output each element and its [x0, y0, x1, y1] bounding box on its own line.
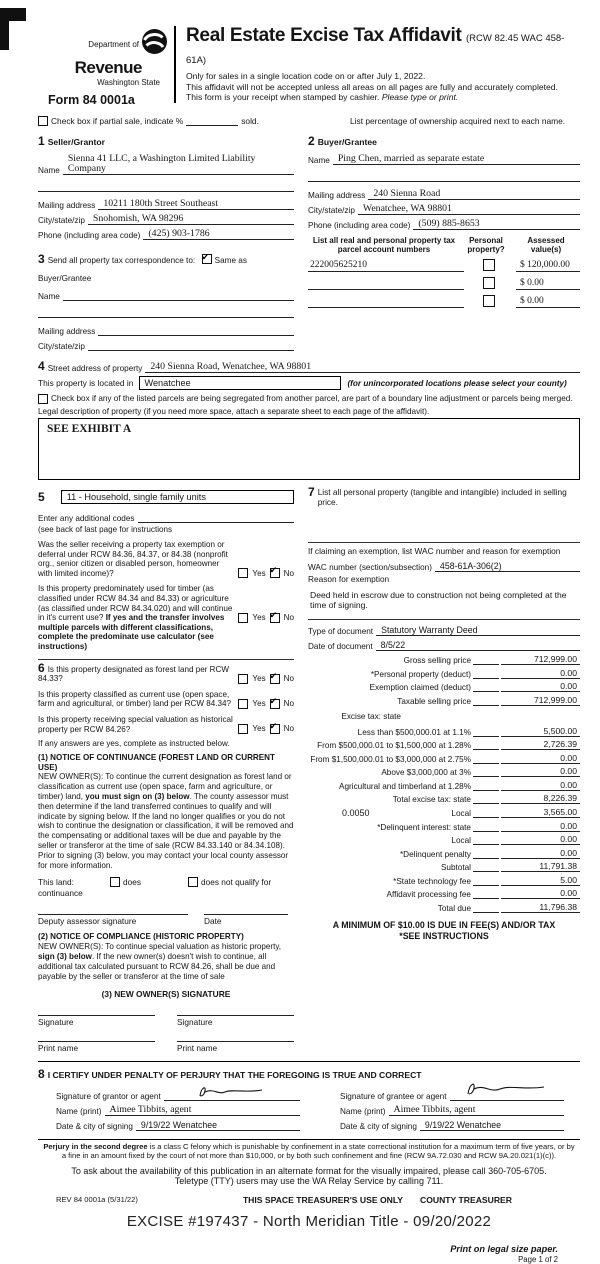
- tax-row-excise-header: Excise tax: state: [341, 712, 401, 722]
- grantee-signature-label: Signature of grantee or agent: [340, 1092, 447, 1102]
- personal-property-checkbox[interactable]: [483, 277, 495, 289]
- current-use-question: Is this property classified as current use (open space, farm and agricultural, or timber) land per RCW 84.34?: [38, 689, 231, 709]
- legal-description-label: Legal description of property (if you need more space, attach a separate sheet to each page of the affidavit).: [38, 407, 430, 416]
- grantor-date-label: Date & city of signing: [56, 1122, 133, 1132]
- header-note-1: Only for sales in a single location code on or after July 1, 2022.: [186, 71, 426, 81]
- form-header: [38, 24, 580, 107]
- parcel-row: [308, 259, 580, 272]
- located-in-input[interactable]: Wenatchee: [139, 376, 341, 390]
- new-owner-signature-line[interactable]: Signature: [38, 1015, 155, 1027]
- section-4-number: 4: [38, 359, 45, 373]
- personal-property-checkbox[interactable]: [483, 295, 495, 307]
- parcel-number-field[interactable]: [308, 278, 464, 290]
- grantor-name-label: Name (print): [56, 1107, 102, 1117]
- notice-continuance-paragraph: NEW OWNER(S): To continue the current designation as forest land or classification as current use (open space, farm and agriculture, or timber) land, you must sign on (3) below. The county assessor must then determine if the land transferred continues to qualify and will indicate by signing below. If the land no longer qualifies or you do not wish to continue the designation or classification, it will be removed and the compensating or additional taxes will be due and payable by the seller or transferor at the time of sale (RCW 84.33.140 or 84.34.108). Prior to signing (3) below, you may contact your local county assessor for more information.: [38, 772, 294, 870]
- timber-agriculture-question: Is this property predominately used for timber (as classified under RCW 84.34 and 84.33) or agriculture (as classified under RCW 84.34.020) and will continue in it's current use? If yes and the transfer involves multiple parcels with different classifications, complete the predominate use calculator (see instructions): [38, 584, 233, 651]
- perjury-notice: Perjury in the second degree is a class C felony which is punishable by confinement in a state correctional institution for a maximum term of five years, or by a fine in an amount fixed by the court of not more than $10,000, or by both such confinement and fine (RCW 9A.72.030 and RCW 9A.20.021(1)(c)).: [43, 1142, 575, 1161]
- form-number: Form 84 0001a: [48, 93, 135, 107]
- buyer-phone-label: Phone (including area code): [308, 221, 411, 230]
- tax-row-delinquent-interest-local: Local 0.00: [308, 835, 580, 845]
- buyer-city-label: City/state/zip: [308, 206, 355, 215]
- header-note-3: This form is your receipt when stamped by cashier. Please type or print.: [186, 92, 459, 103]
- tax-row-total-due: Total due 11,796.38: [308, 903, 580, 913]
- parcel-number-field[interactable]: 222005625210: [308, 260, 464, 272]
- seller-name-extra-line[interactable]: [38, 179, 294, 192]
- rev-form-code: REV 84 0001a (5/31/22): [56, 1195, 138, 1205]
- q2-no-checkbox[interactable]: [270, 613, 280, 623]
- deputy-assessor-signature-line[interactable]: Deputy assessor signature: [38, 914, 188, 926]
- grantor-signature-mark: [192, 1083, 272, 1100]
- corr-city-field[interactable]: [88, 350, 294, 351]
- tax-row-taxable: Taxable selling price 712,999.00: [308, 695, 580, 705]
- legal-description-box[interactable]: SEE EXHIBIT A: [38, 418, 580, 480]
- seller-name-label: Name: [38, 166, 60, 175]
- washington-state-label: Washington State: [97, 78, 160, 87]
- grantor-date-field[interactable]: 9/19/22 Wenatchee: [136, 1120, 300, 1131]
- seller-mailing-field[interactable]: 10211 180th Street Southeast: [98, 199, 294, 210]
- footer-divider: [38, 1139, 580, 1140]
- does-checkbox[interactable]: [110, 877, 120, 887]
- grantee-date-label: Date & city of signing: [340, 1122, 417, 1132]
- revenue-wordmark: Revenue: [74, 58, 142, 77]
- corner-scan-mark: [0, 6, 26, 50]
- date-of-document-field[interactable]: 8/5/22: [376, 640, 580, 651]
- q6b-no-checkbox[interactable]: [270, 699, 280, 709]
- parcel-row: [308, 295, 580, 308]
- grantor-name-field[interactable]: Aimee Tibbits, agent: [105, 1105, 301, 1116]
- q1-yes-checkbox[interactable]: [238, 568, 248, 578]
- section-8-header: 8 I CERTIFY UNDER PENALTY OF PERJURY THAT THE FOREGOING IS TRUE AND CORRECT: [38, 1067, 422, 1082]
- land-use-code-box[interactable]: 11 - Household, single family units: [61, 490, 294, 504]
- grantor-signature-label: Signature of grantor or agent: [56, 1092, 161, 1102]
- revenue-swirl-logo-icon: [141, 28, 168, 60]
- notice-compliance-heading: (2) NOTICE OF COMPLIANCE (HISTORIC PROPERTY): [38, 932, 244, 942]
- q6a-yes-checkbox[interactable]: [238, 674, 248, 684]
- buyer-mailing-label: Mailing address: [308, 191, 366, 200]
- partial-sale-percent-field[interactable]: [186, 125, 238, 126]
- alternate-format-notice: To ask about the availability of this publication in an alternate format for the visually impaired, please call 360-705-6705. Teletype (TTY) users may use the WA Relay Service by calling 711.: [71, 1166, 547, 1187]
- local-rate-value: 0.0050: [342, 807, 370, 818]
- buyer-phone-field[interactable]: (509) 885-8653: [413, 219, 580, 230]
- new-owner-signature-line[interactable]: Signature: [177, 1015, 294, 1027]
- tax-computation-table: [308, 655, 580, 913]
- excise-stamp: EXCISE #197437 - North Meridian Title - 09/20/2022: [126, 1213, 492, 1231]
- q6c-no-checkbox[interactable]: [270, 724, 280, 734]
- tax-row-local: 0.0050 Local 3,565.00: [308, 808, 580, 818]
- seller-phone-label: Phone (including area code): [38, 231, 141, 240]
- type-of-document-field[interactable]: Statutory Warranty Deed: [376, 625, 580, 636]
- street-address-field[interactable]: 240 Sienna Road, Wenatchee, WA 98801: [145, 362, 580, 373]
- q6c-yes-checkbox[interactable]: [238, 724, 248, 734]
- section-1-header: 1 Seller/Grantor: [38, 134, 105, 148]
- buyer-city-field[interactable]: Wenatchee, WA 98801: [358, 204, 580, 215]
- assessed-value-field[interactable]: $ 0.00: [516, 296, 580, 308]
- corr-name-label: Name: [38, 292, 60, 301]
- reet-affidavit-page: Department of Revenue Washington State Form 84 0001a Real Estate Excise Tax Affidavit (RCW 82.45 WAC 458-61A) Only for sales in a single location code on or after July 1, 2022. This affidavit will not be accepted unless all areas on all pages are fully and accurately completed. This form is your receipt when stamped by cashier. Please type or print. Check box if partial sale, indicate % sold. List percentage of ownership acquired next to each name. 1 Seller/Grantor Name Sienna 41 LLC, a Washington Limited Liability Company Mailing address 10211 180th Street Southeast City/state/zip Snohomish, WA 98296 Phone (including area code) (425) 903-1786 3 Send all property tax correspondence to: ✔ Same as Buyer/Grantee Name Mailing address City/state/zip 2 Buyer/Grantee Name Ping Chen, married as separate estate Mailing address 240 Sienna Road City/state/zip Wenatchee, WA 98801 Phone (including area code) (509) 885-8653 List all real and personal property tax parcel account numbers Personal property? Assessed value(s) 222005625210 $ 120,000.00 $ 0.00 $ 0.00 4 Street address of property 240 Sienna Road, Wenatchee, WA 98801 This property is located in Wenatchee (for unincorporated locations please select your county) Check box if any of the listed parcels are being segregated from another parcel, are part of a boundary line adjustment or parcels being merged. Legal description of property (if you need more space, attach a separate sheet to each page of the affidavit). SEE EXHIBIT A 5 11 - Household, single family units Enter any additional codes (see back of last page for instructions Was the seller receiving a property tax exemption or deferral under RCW 84.36, 84.37, or 84.38 (nonprofit org., senior citizen or disabled person, homeowner with limited income)? Yes ✔ No Is this property predominately used for timber (as classified under RCW 84.34 and 84.33) or agriculture (as classified under RCW 84.34.020) and will continue in it's current use? If yes and the transfer involves multiple parcels with different classifications, complete the predominate use calculator (see instructions) Yes ✔ No 6 Is this property designated as forest land per RCW 84.33? Yes ✔ No Is this property classified as current use (open space, farm and agricultural, or timber) land per RCW 84.34? Yes ✔ No Is this property receiving special valuation as historical property per RCW 84.26? Yes ✔ No If any answers are yes, complete as instructed below. (1) NOTICE OF CONTINUANCE (FOREST LAND OR CURRENT USE) NEW OWNER(S): To continue the current designation as forest land or classification as current use (open space, farm and agriculture, or timber) land, you must sign on (3) below. The county assessor must then determine if the land transferred continues to qualify and will indicate by signing below. If the land no longer qualifies or you do not wish to continue the designation or classification, it will be removed and the compensating or additional taxes will be due and payable by the seller or transferor at the time of sale (RCW 84.33.140 or 84.34.108). Prior to signing (3) below, you may contact your local county assessor for more information. This land: does does not qualify for continuance Deputy assessor signature Date (2) NOTICE OF COMPLIANCE (HISTORIC PROPERTY) NEW OWNER(S): To continue special valuation as historic property, sign (3) below. If the new owner(s) doesn't wish to continue, all additional tax calculated pursuant to RCW 84.26, shall be due and payable by the seller or transferor at the time of sale (3) NEW OWNER(S) SIGNATURE Signature Signature Print name Print name 7 List all personal property (tangible and intangible) included in selling price. If claiming an exemption, list WAC number and reason for exemption WAC number (section/subsection) 458-61A-306(2) Reason for exemption Deed held in escrow due to construction not being completed at the time of signing. Type of document Statutory Warranty Deed Date of document 8/5/22 Gross selling price 712,999.00 *Personal property (deduct) 0.00 Exemption claimed (deduct) 0.00 Taxable selling price 712,999.00 Excise tax: state Less than $500,000.01 at 1.1% 5,500.00 From $500,000.01 to $1,500,000 at 1.28% 2,726.39 From $1,500,000.01 to $3,000,000 at 2.75% 0.00 Above $3,000,000 at 3% 0.00 Agricultural and timberland at 1.28% 0.00 Total excise tax: state 8,226.39 0.0050 Local 3,565.00 *Delinquent interest: state 0.00 Local 0.00 *Delinquent penalty 0.00 Subtotal 11,791.38 *State technology fee 5.00 Affidavit processing fee 0.00 Total due 11,796.38 A MINIMUM OF $10.00 IS DUE IN FEE(S) AND/OR TAX *SEE INSTRUCTIONS 8 I CERTIFY UNDER PENALTY OF PERJURY THAT THE FOREGOING IS TRUE AND CORRECT Signature of grantor or agent Name (print) Aimee Tibbits, agent Date & city of signing 9/19/22 Wenatchee Signature of grantee or agent Name (print) Aimee Tibbits, agent Date & city of signing 9/19/22 Wenatchee Perjury in the second degree is a class C felony which is punishable by confinement in a state correctional institution for a maximum term of five years, or by a fine in an amount fixed by the court of not more than $10,000, or by both such confinement and fine (RCW 9A.72.030 and RCW 9A.20.021(1)(c)). To ask about the availability of this publication in an alternate format for the visually impaired, please call 360-705-6705. Teletype (TTY) users may use the WA Relay Service by calling 711. REV 84 0001a (5/31/22) THIS SPACE TREASURER'S USE ONLY COUNTY TREASURER EXCISE #197437 - North Meridian Title - 09/20/2022 Print on legal size paper. Page 1 of 2: [0, 0, 600, 988]
- see-back-note: (see back of last page for instructions: [38, 525, 173, 534]
- tax-row-tier3: From $1,500,000.01 to $3,000,000 at 2.75% 0.00: [308, 753, 580, 763]
- grantee-signature-mark: [460, 1079, 550, 1098]
- buyer-name-label: Name: [308, 156, 330, 165]
- page-number: Page 1 of 2: [518, 1255, 558, 1264]
- treasurer-use-only-label: THIS SPACE TREASURER'S USE ONLY: [242, 1195, 404, 1206]
- corr-city-label: City/state/zip: [38, 342, 85, 351]
- tax-row-delinquent-penalty: *Delinquent penalty 0.00: [308, 848, 580, 858]
- reason-for-exemption-label: Reason for exemption: [308, 573, 390, 584]
- tax-row-processing-fee: Affidavit processing fee 0.00: [308, 889, 580, 899]
- partial-sale-checkbox[interactable]: [38, 116, 48, 126]
- new-owner-signature-heading: (3) NEW OWNER(S) SIGNATURE: [101, 989, 231, 1000]
- segregated-label: Check box if any of the listed parcels are being segregated from another parcel, are part of a boundary line adjustment or parcels being merged.: [51, 394, 573, 403]
- deputy-date-line[interactable]: Date: [204, 914, 288, 926]
- street-address-label: Street address of property: [47, 364, 143, 373]
- tax-row-tier4: Above $3,000,000 at 3% 0.00: [308, 767, 580, 777]
- rcw-reference: (RCW 82.45 WAC 458-61A): [186, 33, 565, 66]
- exemption-note: If claiming an exemption, list WAC number and reason for exemption: [308, 542, 580, 556]
- buyer-name-extra-line[interactable]: [308, 169, 580, 182]
- q1-no-checkbox[interactable]: [270, 568, 280, 578]
- tax-row-delinquent-interest-state: *Delinquent interest: state 0.00: [308, 821, 580, 831]
- buyer-mailing-field[interactable]: 240 Sienna Road: [368, 189, 580, 200]
- tax-row-tech-fee: *State technology fee 5.00: [308, 875, 580, 885]
- continuance-label: continuance: [38, 888, 83, 899]
- buyer-name-field[interactable]: Ping Chen, married as separate estate: [333, 154, 580, 165]
- grantor-signature-field[interactable]: [164, 1087, 300, 1101]
- segregated-checkbox[interactable]: [38, 394, 48, 404]
- new-owner-printname-line[interactable]: Print name: [177, 1041, 294, 1053]
- parcel-number-field[interactable]: [308, 296, 464, 308]
- header-divider: [174, 26, 176, 103]
- section-5-number: 5: [38, 490, 45, 504]
- seller-city-field[interactable]: Snohomish, WA 98296: [88, 214, 294, 225]
- seller-name-field[interactable]: Sienna 41 LLC, a Washington Limited Liability Company: [63, 154, 294, 175]
- assessed-value-field[interactable]: $ 0.00: [516, 278, 580, 290]
- header-note-2: This affidavit will not be accepted unless all areas on all pages are fully and accurately completed.: [186, 81, 558, 92]
- same-as-buyer-checkbox[interactable]: [202, 254, 212, 264]
- forest-land-question: 6 Is this property designated as forest land per RCW 84.33?: [38, 660, 229, 684]
- print-legal-size-note: Print on legal size paper.: [450, 1244, 558, 1255]
- tax-row-gross: Gross selling price 712,999.00: [308, 655, 580, 665]
- seller-mailing-label: Mailing address: [38, 201, 96, 210]
- new-owner-printname-line[interactable]: Print name: [38, 1041, 155, 1053]
- dor-logo-block: [38, 24, 170, 107]
- tax-row-subtotal: Subtotal 11,791.38: [308, 862, 580, 872]
- seller-city-label: City/state/zip: [38, 216, 85, 225]
- same-as-buyer-label: Same as Buyer/Grantee: [38, 256, 247, 283]
- corr-extra-line[interactable]: [38, 305, 294, 318]
- notice-compliance-paragraph: NEW OWNER(S): To continue special valuation as historic property, sign (3) below. If the new owner(s) doesn't wish to continue, all additional tax calculated pursuant to RCW 84.26, shall be due and payable by the seller or transferor at the time of sale: [38, 942, 282, 981]
- tax-row-personal: *Personal property (deduct) 0.00: [308, 668, 580, 678]
- q6b-yes-checkbox[interactable]: [238, 699, 248, 709]
- tax-row-tier2: From $500,000.01 to $1,500,000 at 1.28% 2,726.39: [308, 740, 580, 750]
- historic-property-question: Is this property receiving special valuation as historical property per RCW 84.26?: [38, 714, 233, 734]
- exemption-deferral-question: Was the seller receiving a property tax exemption or deferral under RCW 84.36, 84.37, or 84.38 (nonprofit org., senior citizen or disabled person, homeowner with limited income)?: [38, 540, 228, 578]
- minimum-due-note: A MINIMUM OF $10.00 IS DUE IN FEE(S) AND/OR TAX *SEE INSTRUCTIONS: [332, 920, 556, 942]
- this-land-label: This land:: [38, 877, 74, 888]
- section-3-header: 3 Send all property tax correspondence to: ✔ Same as Buyer/Grantee: [38, 250, 294, 286]
- assessed-value-field[interactable]: $ 120,000.00: [516, 260, 580, 272]
- located-in-label: This property is located in: [38, 378, 134, 388]
- parcel-row: [308, 277, 580, 290]
- tax-row-exemption: Exemption claimed (deduct) 0.00: [308, 682, 580, 692]
- q2-yes-checkbox[interactable]: [238, 613, 248, 623]
- grantee-date-field[interactable]: 9/19/22 Wenatchee: [420, 1120, 564, 1131]
- unincorporated-note: (for unincorporated locations please select your county): [347, 378, 567, 388]
- partial-sale-label-post: sold.: [241, 116, 259, 126]
- ownership-note: List percentage of ownership acquired next to each name.: [350, 116, 566, 126]
- complete-below-note: If any answers are yes, complete as instructed below.: [38, 739, 230, 749]
- grantee-signature-field[interactable]: [450, 1087, 564, 1101]
- tax-row-total-state: Total excise tax: state 8,226.39: [308, 794, 580, 804]
- additional-codes-field[interactable]: [138, 522, 295, 523]
- reason-for-exemption-text[interactable]: Deed held in escrow due to construction not being completed at the time of signing.: [310, 589, 567, 611]
- personal-property-checkbox[interactable]: [483, 259, 495, 271]
- grantee-name-label: Name (print): [340, 1107, 386, 1117]
- corr-mailing-field[interactable]: [98, 335, 294, 336]
- corr-mailing-label: Mailing address: [38, 327, 96, 336]
- seller-phone-field[interactable]: (425) 903-1786: [143, 229, 294, 240]
- type-of-document-label: Type of document: [308, 626, 374, 636]
- county-treasurer-label: COUNTY TREASURER: [420, 1195, 512, 1206]
- form-title: Real Estate Excise Tax Affidavit: [186, 25, 462, 46]
- grantee-name-field[interactable]: Aimee Tibbits, agent: [389, 1105, 565, 1116]
- date-of-document-label: Date of document: [308, 641, 373, 651]
- tax-row-agricultural: Agricultural and timberland at 1.28% 0.00: [308, 780, 580, 790]
- dept-of-label: Department of: [88, 39, 139, 49]
- q6a-no-checkbox[interactable]: [270, 674, 280, 684]
- tax-row-tier1: Less than $500,000.01 at 1.1% 5,500.00: [308, 726, 580, 736]
- parcel-table-header: List all real and personal property tax parcel account numbers Personal property? Assessed value(s): [312, 236, 565, 254]
- section-7-header: 7 List all personal property (tangible and intangible) included in selling price.: [308, 485, 567, 507]
- does-not-checkbox[interactable]: [188, 877, 198, 887]
- section-2-header: 2 Buyer/Grantee: [308, 134, 377, 148]
- additional-codes-label: Enter any additional codes: [38, 514, 135, 523]
- wac-number-label: WAC number (section/subsection): [308, 562, 432, 572]
- notice-continuance-heading: (1) NOTICE OF CONTINUANCE (FOREST LAND OR CURRENT USE): [38, 752, 275, 772]
- partial-sale-label: Check box if partial sale, indicate %: [51, 116, 184, 126]
- corr-name-field[interactable]: [63, 300, 294, 301]
- wac-number-field[interactable]: 458-61A-306(2): [435, 561, 580, 572]
